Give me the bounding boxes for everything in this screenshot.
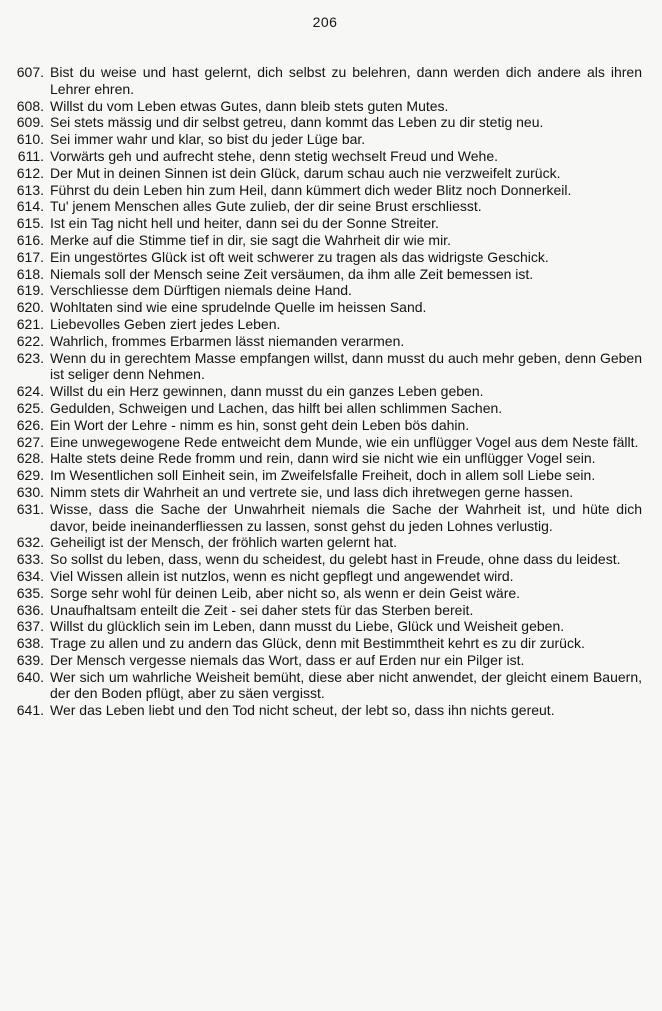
entry-number: 621. [16, 315, 44, 332]
aphorism-entry [8, 282, 642, 299]
aphorism-entry [8, 434, 642, 451]
entry-text: Im Wesentlichen soll Einheit sein, im Zweifelsfalle Freiheit, doch in allem soll Liebe sein. [50, 467, 596, 484]
entry-number: 610. [16, 131, 44, 148]
entry-number: 617. [16, 248, 44, 265]
entry-text: Führst du dein Leben hin zum Heil, dann kümmert dich weder Blitz noch Donnerkeil. [50, 181, 572, 198]
aphorism-entry [8, 551, 642, 568]
entry-number: 635. [16, 584, 44, 601]
aphorism-entry [8, 467, 642, 484]
aphorism-entry [8, 501, 642, 535]
entry-text: Merke auf die Stimme tief in dir, sie sagt die Wahrheit dir wie mir. [50, 231, 451, 248]
entry-text: Willst du vom Leben etwas Gutes, dann bleib stets guten Mutes. [50, 97, 449, 114]
aphorism-entry [8, 534, 642, 551]
entry-number: 624. [16, 383, 44, 400]
entry-number: 613. [16, 181, 44, 198]
entry-text: Wisse, dass die Sache der Unwahrheit niemals die Sache der Wahrheit ist, und hüte dich davor, beide ineinanderfliessen zu lassen, sonst gehst du jeden Lohnes verlustig. [50, 500, 642, 534]
entry-text: Vorwärts geh und aufrecht stehe, denn stetig wechselt Freud und Wehe. [50, 147, 499, 164]
aphorism-entry [8, 299, 642, 316]
entry-number: 628. [16, 450, 44, 467]
aphorism-entry [8, 165, 642, 182]
entry-text: So sollst du leben, dass, wenn du scheidest, du gelebt hast in Freude, ohne dass du leidest. [50, 551, 621, 568]
aphorism-entry [8, 702, 642, 719]
entry-text: Ist ein Tag nicht hell und heiter, dann sei du der Sonne Streiter. [50, 215, 439, 232]
aphorism-entry [8, 383, 642, 400]
aphorism-entry [8, 400, 642, 417]
aphorism-entry [8, 64, 642, 98]
entry-text: Wer sich um wahrliche Weisheit bemüht, diese aber nicht anwendet, der gleicht einem Bauern, der den Boden pflügt, aber zu säen vergisst. [50, 668, 642, 702]
aphorism-entry [8, 249, 642, 266]
aphorism-entry [8, 131, 642, 148]
entry-number: 612. [16, 164, 44, 181]
entry-text: Ein Wort der Lehre - nimm es hin, sonst geht dein Leben bös dahin. [50, 416, 470, 433]
entry-text: Gedulden, Schweigen und Lachen, das hilft bei allen schlimmen Sachen. [50, 399, 503, 416]
entry-number: 633. [16, 551, 44, 568]
entry-text: Tu' jenem Menschen alles Gute zulieb, der dir seine Brust erschliesst. [50, 198, 482, 215]
entry-number: 615. [16, 215, 44, 232]
aphorism-entry [8, 652, 642, 669]
entry-text: Bist du weise und hast gelernt, dich selbst zu belehren, dann werden dich andere als ihren Lehrer ehren. [50, 64, 642, 97]
entry-text: Unaufhaltsam enteilt die Zeit - sei daher stets für das Sterben bereit. [50, 601, 474, 618]
entry-number: 619. [16, 282, 44, 299]
aphorism-entry [8, 316, 642, 333]
aphorism-entry [8, 232, 642, 249]
entry-text: Niemals soll der Mensch seine Zeit versäumen, da ihm alle Zeit bemessen ist. [50, 265, 534, 282]
entry-number: 634. [16, 567, 44, 584]
aphorism-entry [8, 635, 642, 652]
entry-number: 614. [16, 198, 44, 215]
entry-number: 627. [16, 433, 44, 450]
aphorism-entry [8, 266, 642, 283]
page-number: 206 [312, 14, 338, 30]
entry-number: 611. [17, 147, 44, 164]
entry-text: Wahrlich, frommes Erbarmen lässt niemanden verarmen. [50, 332, 405, 349]
entry-text: Sei stets mässig und dir selbst getreu, dann kommt das Leben zu dir stetig neu. [50, 114, 544, 131]
entry-number: 630. [16, 483, 44, 500]
entry-number: 623. [16, 349, 44, 366]
entry-text: Liebevolles Geben ziert jedes Leben. [50, 315, 281, 332]
entry-text: Sorge sehr wohl für deinen Leib, aber nicht so, als wenn er dein Geist wäre. [50, 584, 521, 601]
entry-text: Halte stets deine Rede fromm und rein, dann wird sie nicht wie ein unflügger Vogel sein. [50, 450, 596, 467]
entry-number: 616. [16, 231, 44, 248]
entry-number: 638. [16, 635, 44, 652]
aphorism-entry [8, 215, 642, 232]
aphorism-entry [8, 450, 642, 467]
entry-number: 629. [16, 467, 44, 484]
entry-number: 609. [16, 114, 44, 131]
entry-text: Wenn du in gerechtem Masse empfangen willst, dann musst du auch mehr geben, denn Geben ist seliger denn Nehmen. [50, 349, 642, 383]
aphorism-entry [8, 148, 642, 165]
entry-number: 632. [16, 534, 44, 551]
entry-text: Geheiligt ist der Mensch, der fröhlich warten gelernt hat. [50, 534, 398, 551]
entry-number: 641. [16, 702, 44, 719]
entry-text: Willst du ein Herz gewinnen, dann musst du ein ganzes Leben geben. [50, 383, 484, 400]
aphorism-entry [8, 669, 642, 703]
aphorism-entry [8, 114, 642, 131]
entry-number: 608. [16, 97, 44, 114]
entry-number: 618. [16, 265, 44, 282]
entry-text: Wohltaten sind wie eine sprudelnde Quelle im heissen Sand. [50, 299, 427, 316]
aphorism-entry [8, 417, 642, 434]
entry-number: 631. [16, 500, 44, 517]
aphorism-entry [8, 568, 642, 585]
entry-text: Nimm stets dir Wahrheit an und vertrete sie, und lass dich ihretwegen gerne hassen. [50, 483, 574, 500]
entry-text: Willst du glücklich sein im Leben, dann musst du Liebe, Glück und Weisheit geben. [50, 618, 565, 635]
entry-text: Sei immer wahr und klar, so bist du jeder Lüge bar. [50, 131, 366, 148]
entry-text: Eine unwegewogene Rede entweicht dem Munde, wie ein unflügger Vogel aus dem Neste fällt. [50, 433, 639, 450]
aphorism-entry [8, 602, 642, 619]
entry-number: 625. [16, 399, 44, 416]
aphorism-entry [8, 333, 642, 350]
entry-number: 640. [16, 668, 44, 685]
entry-number: 626. [16, 416, 44, 433]
aphorism-entry [8, 182, 642, 199]
aphorism-entry [8, 198, 642, 215]
entry-text: Wer das Leben liebt und den Tod nicht scheut, der lebt so, dass ihn nichts gereut. [50, 702, 555, 719]
entry-text: Verschliesse dem Dürftigen niemals deine Hand. [50, 282, 352, 299]
entry-text: Der Mut in deinen Sinnen ist dein Glück, darum schau auch nie verzweifelt zurück. [50, 164, 561, 181]
entry-number: 636. [16, 601, 44, 618]
aphorism-list [8, 64, 642, 719]
aphorism-entry [8, 98, 642, 115]
entry-number: 622. [16, 332, 44, 349]
entry-text: Trage zu allen und zu andern das Glück, denn mit Bestimmtheit kehrt es zu dir zurück. [50, 635, 585, 652]
entry-text: Ein ungestörtes Glück ist oft weit schwerer zu tragen als das widrigste Geschick. [50, 248, 549, 265]
entry-text: Der Mensch vergesse niemals das Wort, dass er auf Erden nur ein Pilger ist. [50, 651, 525, 668]
entry-number: 637. [16, 618, 44, 635]
aphorism-entry [8, 585, 642, 602]
entry-number: 607. [16, 64, 44, 80]
entry-text: Viel Wissen allein ist nutzlos, wenn es nicht gepflegt und angewendet wird. [50, 567, 514, 584]
aphorism-entry [8, 618, 642, 635]
aphorism-entry [8, 350, 642, 384]
entry-number: 620. [16, 299, 44, 316]
entry-number: 639. [16, 651, 44, 668]
aphorism-entry [8, 484, 642, 501]
